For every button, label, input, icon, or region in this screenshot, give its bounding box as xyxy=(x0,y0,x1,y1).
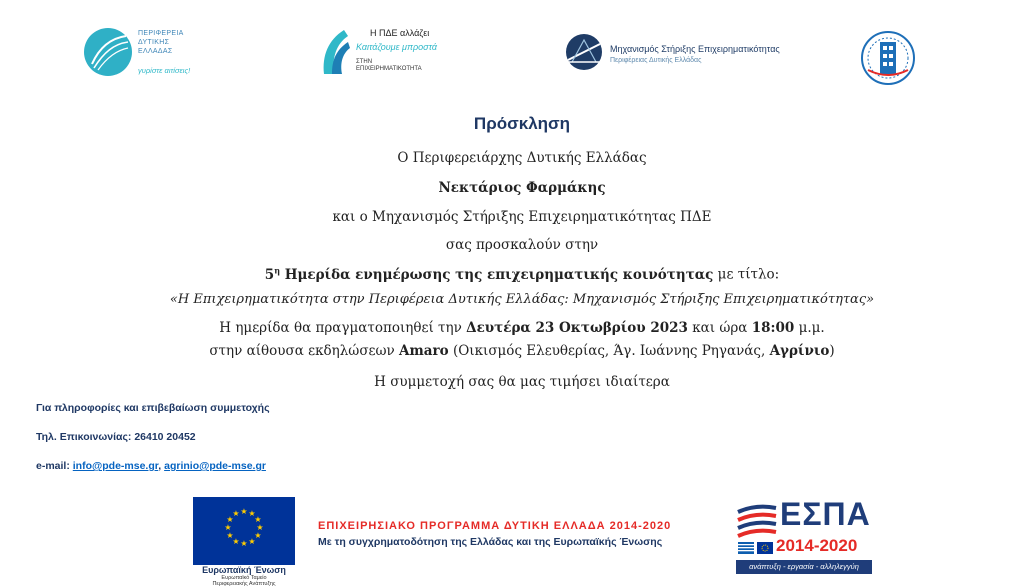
event-suffix: με τίτλο: xyxy=(713,266,780,283)
time-prefix: και ώρα xyxy=(687,320,752,336)
svg-text:★: ★ xyxy=(240,507,248,516)
pde-change-logo xyxy=(318,26,468,82)
change-logo-subtitle: Καιτάζουμε μπροστά xyxy=(356,42,437,52)
eu-stars-icon xyxy=(193,497,295,565)
svg-text:★: ★ xyxy=(248,509,256,518)
espa-years: 2014-2020 xyxy=(776,536,858,555)
espa-tagline: ανάπτυξη - εργασία - αλληλεγγύη xyxy=(736,560,872,574)
eu-flag xyxy=(193,497,295,565)
cofinance-line: Με τη συγχρηματοδότηση της Ελλάδας και της Ευρωπαϊκής Ένωσης xyxy=(318,536,663,548)
seal-emblem-icon xyxy=(858,30,918,86)
date-prefix: Η ημερίδα θα πραγματοποιηθεί την xyxy=(219,320,467,336)
pde-logo xyxy=(82,26,232,82)
pde-name-line: ΕΛΛΑΔΑΣ xyxy=(138,48,173,55)
venue-address: (Οικισμός Ελευθερίας, Άγ. Ιωάννης Ρηγανάς, xyxy=(448,343,770,359)
date-line xyxy=(0,320,1024,336)
svg-text:★: ★ xyxy=(240,539,248,548)
program-title: ΕΠΙΧΕΙΡΗΣΙΑΚΟ ΠΡΟΓΡΑΜΜΑ ΔΥΤΙΚΗ ΕΛΛΑΔΑ 2014-2020 xyxy=(318,520,672,532)
event-number: 5 xyxy=(264,266,275,283)
time-suffix: μ.μ. xyxy=(794,320,825,336)
flags-icon xyxy=(738,542,774,554)
svg-text:★: ★ xyxy=(256,523,264,532)
eu-caption xyxy=(188,565,300,587)
svg-text:★: ★ xyxy=(254,515,262,524)
eu-fund-line: Περιφερειακής Ανάπτυξης xyxy=(212,581,276,587)
event-title: «Η Επιχειρηματικότητα στην Περιφέρεια Δυτικής Ελλάδας: Μηχανισμός Στήριξης Επιχειρηματικότητας» xyxy=(169,292,875,307)
espa-word: ΕΣΠΑ xyxy=(780,496,871,532)
governor-title: Ο Περιφερειάρχης Δυτικής Ελλάδας xyxy=(397,150,647,166)
change-logo-title: Η ΠΔΕ αλλάζει xyxy=(370,28,430,38)
bridge-icon xyxy=(562,32,606,72)
mechanism-logo-subtitle: Περιφέρειας Δυτικής Ελλάδας xyxy=(610,57,702,64)
invite-line: σας προσκαλούν στην xyxy=(445,237,599,253)
mechanism-logo-title: Μηχανισμός Στήριξης Επιχειρηματικότητας xyxy=(610,44,780,54)
contact-email-line xyxy=(36,460,266,472)
mechanism-logo xyxy=(562,32,792,72)
venue-name: Amaro xyxy=(399,343,449,359)
contact-heading: Για πληροφορίες και επιβεβαίωση συμμετοχής xyxy=(36,402,270,414)
svg-text:★: ★ xyxy=(224,523,232,532)
svg-text:★: ★ xyxy=(248,537,256,546)
event-time: 18:00 xyxy=(751,320,795,336)
arrow-ribbon-icon xyxy=(318,26,354,78)
venue-line xyxy=(0,343,1024,359)
svg-text:★: ★ xyxy=(254,531,262,540)
governor-name: Νεκτάριος Φαρμάκης xyxy=(438,180,606,196)
invitation-title: Πρόσκληση xyxy=(473,114,571,133)
espa-logo xyxy=(736,496,876,580)
pde-name-line: ΠΕΡΙΦΕΡΕΙΑ xyxy=(138,30,184,37)
seal-logo xyxy=(858,30,918,86)
svg-text:★: ★ xyxy=(232,537,240,546)
event-name: Ημερίδα ενημέρωσης της επιχειρηματικής κοινότητας xyxy=(280,266,714,283)
eu-title: Ευρωπαϊκή Ένωση xyxy=(202,565,286,575)
eu-fund-line: Ευρωπαϊκό Ταμείο xyxy=(221,575,267,581)
svg-text:★: ★ xyxy=(226,531,234,540)
pde-name-line: ΔΥΤΙΚΗΣ xyxy=(138,39,170,46)
event-ordinal: η xyxy=(274,265,281,275)
event-line xyxy=(0,265,1024,283)
email-separator: , xyxy=(158,460,165,472)
pde-slogan: γυρίστε αιτίσεις! xyxy=(138,66,191,75)
closing-line: Η συμμετοχή σας θα μας τιμήσει ιδιαίτερα xyxy=(374,374,670,390)
venue-close: ) xyxy=(829,343,835,359)
email-link-info[interactable]: info@pde-mse.gr xyxy=(72,460,159,472)
co-host-line: και ο Μηχανισμός Στήριξης Επιχειρηματικότητας ΠΔΕ xyxy=(332,209,712,225)
venue-prefix: στην αίθουσα εκδηλώσεων xyxy=(209,343,400,359)
contact-phone: Τηλ. Επικοινωνίας: 26410 20452 xyxy=(36,431,196,443)
email-link-agrinio[interactable]: agrinio@pde-mse.gr xyxy=(164,460,266,472)
pde-logo-icon xyxy=(82,26,134,78)
change-logo-tag: ΕΠΙΧΕΙΡΗΜΑΤΙΚΟΤΗΤΑ xyxy=(356,66,422,72)
svg-text:★: ★ xyxy=(232,509,240,518)
email-label: e-mail: xyxy=(36,460,73,472)
svg-text:★: ★ xyxy=(226,515,234,524)
espa-swoosh-icon xyxy=(736,504,778,540)
venue-city: Αγρίνιο xyxy=(769,343,830,359)
change-logo-tag: ΣΤΗΝ xyxy=(356,59,373,65)
event-date: Δευτέρα 23 Οκτωβρίου 2023 xyxy=(466,320,688,336)
